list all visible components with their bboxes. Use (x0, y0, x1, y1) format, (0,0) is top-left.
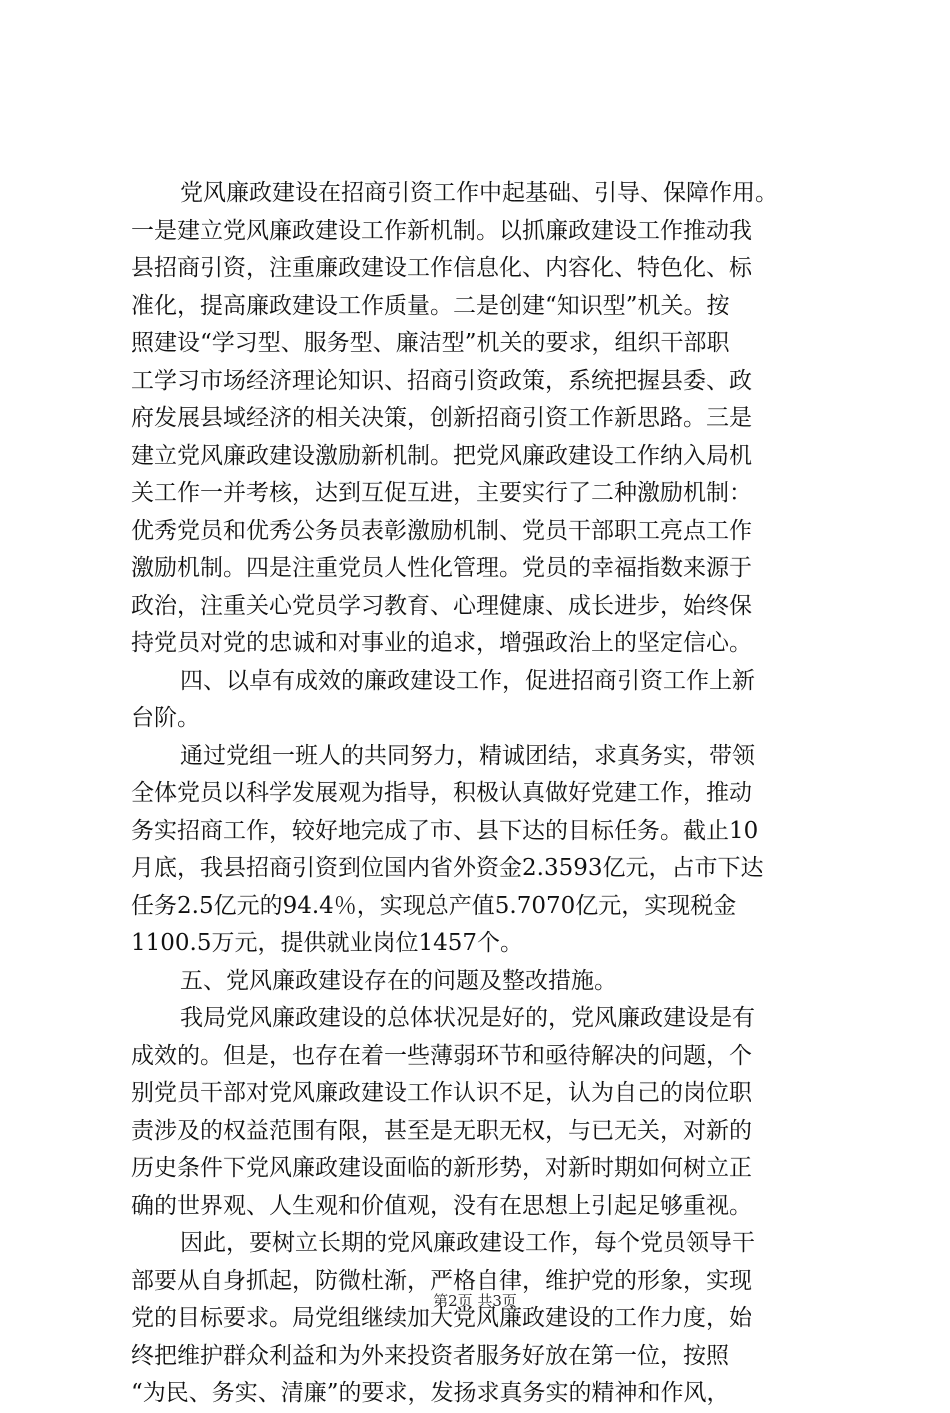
paragraph-line: 全体党员以科学发展观为指导，积极认真做好党建工作，推动 (131, 780, 752, 806)
paragraph-line: 建立党风廉政建设激励新机制。把党风廉政建设工作纳入局机 (131, 442, 752, 469)
paragraph-line: 持党员对党的忠诚和对事业的追求，增强政治上的坚定信心。 (131, 630, 752, 656)
paragraph-line: 终把维护群众利益和为外来投资者服务好放在第一位，按照 (131, 1342, 729, 1369)
page-footer: 第2页 共3页 (433, 1292, 517, 1310)
paragraph-line: 我局党风廉政建设的总体状况是好的，党风廉政建设是有 (180, 1005, 755, 1031)
paragraph-line: 党风廉政建设在招商引资工作中起基础、引导、保障作用。 (180, 180, 778, 206)
section-heading-line: 五、党风廉政建设存在的问题及整改措施。 (180, 967, 617, 994)
paragraph-line: “为民、务实、清廉”的要求，发扬求真务实的精神和作风， (131, 1380, 730, 1406)
paragraph-line: 确的世界观、人生观和价值观，没有在思想上引起足够重视。 (131, 1192, 752, 1219)
paragraph-line: 务实招商工作，较好地完成了市、县下达的目标任务。截止10 (131, 817, 759, 844)
paragraph-line: 成效的。但是，也存在着一些薄弱环节和亟待解决的问题，个 (131, 1042, 752, 1069)
paragraph-line: 任务2.5亿元的94.4％，实现总产值5.7070亿元，实现税金 (131, 892, 737, 919)
paragraph-line: 府发展县域经济的相关决策，创新招商引资工作新思路。三是 (131, 405, 752, 431)
paragraph-line: 别党员干部对党风廉政建设工作认识不足，认为自己的岗位职 (131, 1080, 752, 1106)
section-heading-line: 台阶。 (131, 705, 200, 731)
paragraph-line: 工学习市场经济理论知识、招商引资政策，系统把握县委、政 (131, 367, 752, 394)
paragraph-line: 通过党组一班人的共同努力，精诚团结，求真务实，带领 (180, 742, 755, 769)
paragraph-line: 因此，要树立长期的党风廉政建设工作，每个党员领导干 (180, 1230, 755, 1256)
paragraph-line: 1100.5万元，提供就业岗位1457个。 (131, 930, 524, 956)
document-body (131, 175, 831, 1413)
paragraph-line: 历史条件下党风廉政建设面临的新形势，对新时期如何树立正 (131, 1155, 752, 1181)
paragraph-line: 优秀党员和优秀公务员表彰激励机制、党员干部职工亮点工作 (131, 517, 752, 544)
paragraph-line: 一是建立党风廉政建设工作新机制。以抓廉政建设工作推动我 (131, 217, 752, 244)
paragraph-line: 照建设“学习型、服务型、廉洁型”机关的要求，组织干部职 (131, 330, 730, 356)
paragraph-line: 关工作一并考核，达到互促互进，主要实行了二种激励机制： (131, 480, 752, 506)
paragraph-line: 党的目标要求。局党组继续加大党风廉政建设的工作力度，始 (131, 1305, 752, 1331)
paragraph-line: 激励机制。四是注重党员人性化管理。党员的幸福指数来源于 (131, 555, 752, 581)
section-heading-line: 四、以卓有成效的廉政建设工作，促进招商引资工作上新 (180, 667, 755, 694)
paragraph-line: 部要从自身抓起，防微杜渐，严格自律，维护党的形象，实现 (131, 1267, 752, 1294)
paragraph-line: 准化，提高廉政建设工作质量。二是创建“知识型”机关。按 (131, 292, 730, 319)
paragraph-line: 责涉及的权益范围有限，甚至是无职无权，与已无关，对新的 (131, 1117, 752, 1144)
paragraph-line: 政治，注重关心党员学习教育、心理健康、成长进步，始终保 (131, 592, 752, 619)
paragraph-line: 县招商引资，注重廉政建设工作信息化、内容化、特色化、标 (131, 255, 752, 281)
paragraph-line: 月底，我县招商引资到位国内省外资金2.3593亿元，占市下达 (131, 855, 764, 881)
